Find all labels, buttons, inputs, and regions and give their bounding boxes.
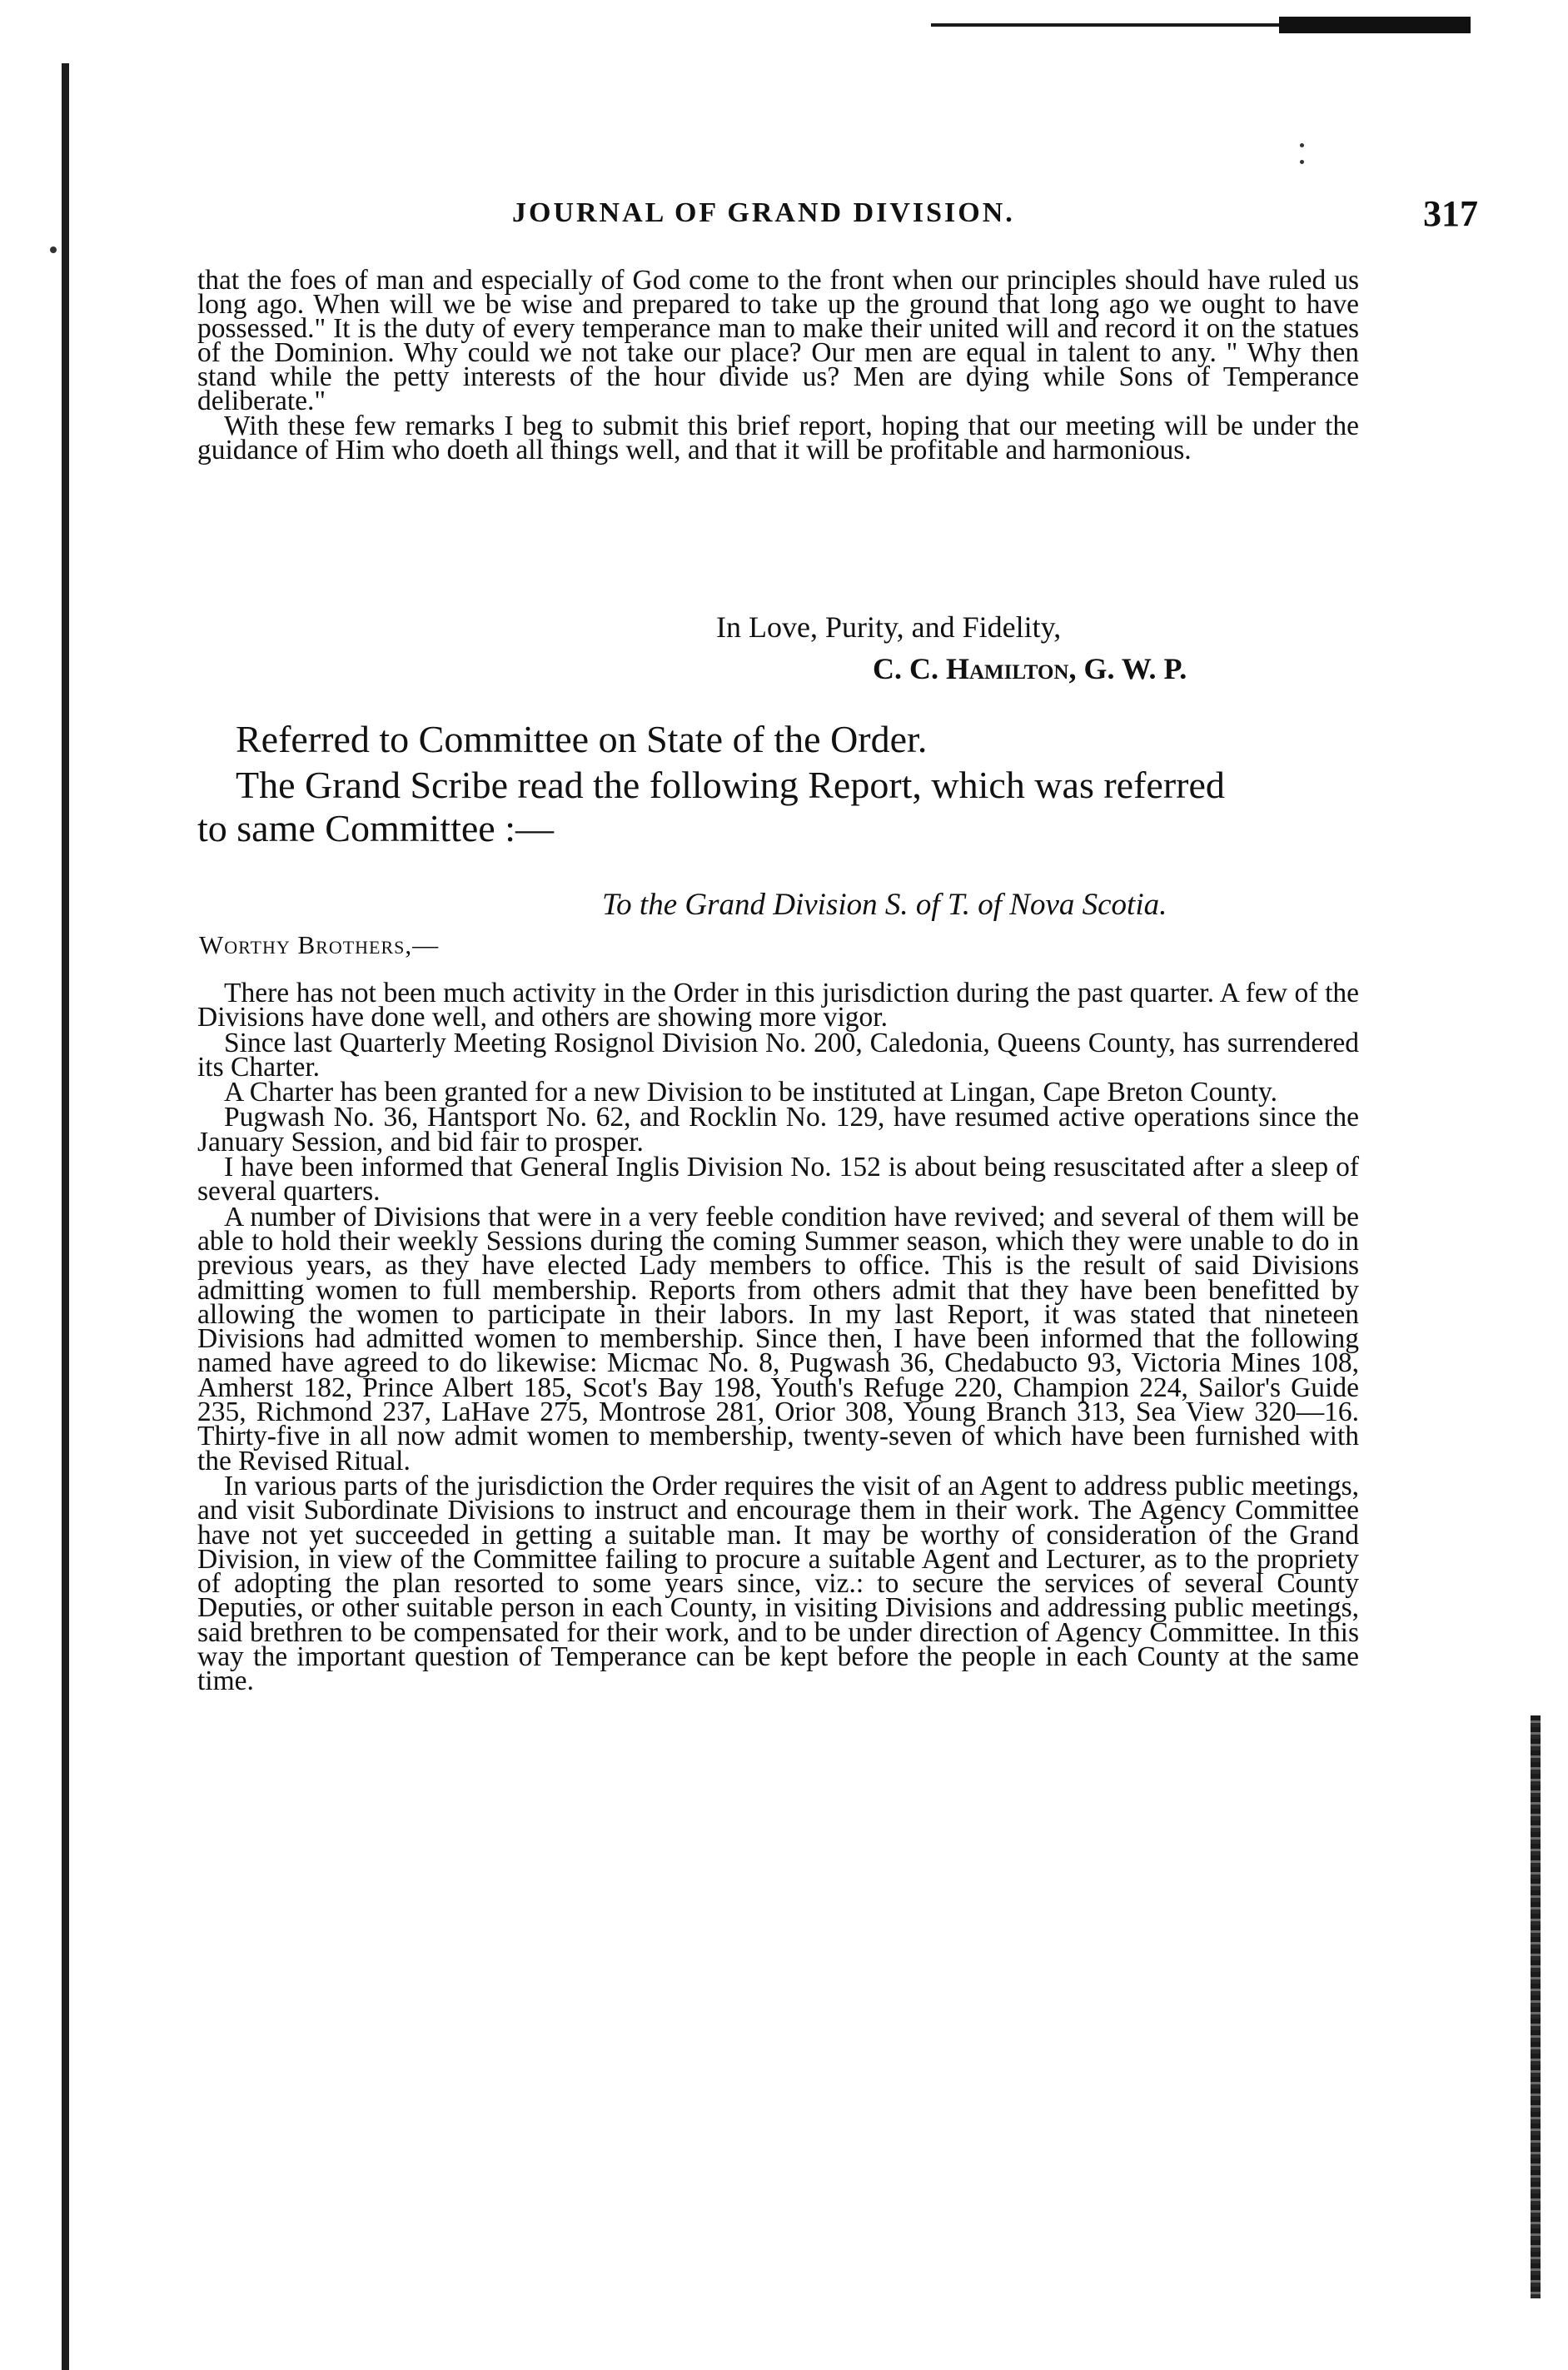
signature-title: , G. W. P. [1068, 652, 1187, 685]
report-paragraph: Since last Quarterly Meeting Rosignol Division No. 200, Caledonia, Queens County, has surrendered its Charter. [197, 1027, 1359, 1083]
report-addressee: To the Grand Division S. of T. of Nova Scotia. [602, 888, 1167, 922]
report-body [197, 978, 1359, 1697]
report-paragraph: A Charter has been granted for a new Division to be instituted at Lingan, Cape Breton County. [224, 1077, 1277, 1108]
scribe-notice [197, 764, 1360, 850]
report-paragraph: Pugwash No. 36, Hantsport No. 62, and Rocklin No. 129, have resumed active operations since the January Session, and bid fair to prosper. [197, 1102, 1359, 1158]
paragraph: With these few remarks I beg to submit this brief report, hoping that our meeting will be under the guidance of Him who doeth all things well, and that it will be profitable and harmonious. [197, 411, 1359, 466]
page-header [512, 192, 1478, 242]
signature-initials: C. C. [873, 652, 938, 685]
top-rule [931, 15, 1471, 33]
scan-left-edge [62, 63, 69, 2370]
paragraph: that the foes of man and especially of God come to the front when our principles should have ruled us long ago. When will we be wise and prepared to take up the ground that long ago we ought to have possessed." It is the duty of every temperance man to make their united will and record it on the statues of the Dominion. Why could we not take our place? Our men are equal in talent to any. " Why then stand while the petty interests of the hour divide us? Men are dying while Sons of Temperance deliberate." [197, 265, 1359, 416]
report-paragraph: In various parts of the jurisdiction the Order requires the visit of an Agent to address public meetings, and visit Subordinate Divisions to instruct and encourage them in their work. The Agency Committee have not yet succeeded in getting a suitable man. It may be worthy of consideration of the Grand Division, in view of the Committee failing to procure a suitable Agent and Lecturer, as to the propriety of adopting the plan resorted to some years since, viz.: to secure the services of several County Deputies, or other suitable person in each County, in visiting Divisions and addressing public meetings, said brethren to be compensated for their work, and to be under direction of Agency Committee. In this way the important question of Temperance can be kept before the people in each County at the same time. [197, 1470, 1359, 1697]
continuation-text [197, 265, 1359, 466]
scan-right-edge [1531, 1715, 1541, 2298]
signature [873, 651, 1187, 686]
report-salutation: Worthy Brothers,— [199, 930, 440, 959]
scribe-notice-line: to same Committee :— [197, 807, 554, 849]
signature-surname: Hamilton [946, 652, 1069, 685]
scan-speck [1300, 143, 1304, 147]
report-paragraph: There has not been much activity in the Order in this jurisdiction during the past quarter. A few of the Divisions have done well, and others are showing more vigor. [197, 978, 1359, 1033]
scribe-notice-line: The Grand Scribe read the following Report, which was referred [236, 764, 1225, 806]
report-paragraph: A number of Divisions that were in a very feeble condition have revived; and several of them will be able to hold their weekly Sessions during the coming Summer season, which they were unable to do in previous years, as they have elected Lady members to office. This is the result of said Divisions admitting women to full membership. Reports from others admit that they have been benefitted by allowing the women to participate in their labors. In my last Report, it was stated that nineteen Divisions had admitted women to membership. Since then, I have been informed that the following named have agreed to do likewise: Micmac No. 8, Pugwash 36, Chedabucto 93, Victoria Mines 108, Amherst 182, Prince Albert 185, Scot's Bay 198, Youth's Refuge 220, Champion 224, Sailor's Guide 235, Richmond 237, LaHave 275, Montrose 281, Orior 308, Young Branch 313, Sea View 320—16. Thirty-five in all now admit women to membership, twenty-seven of which have been furnished with the Revised Ritual. [197, 1201, 1359, 1476]
page-number: 317 [1423, 193, 1478, 234]
referral-notice: Referred to Committee on State of the Order. [236, 718, 928, 760]
report-paragraph: I have been informed that General Inglis Division No. 152 is about being resuscitated after a sleep of several quarters. [197, 1152, 1359, 1207]
closing: In Love, Purity, and Fidelity, [716, 610, 1062, 644]
scan-speck [1300, 160, 1304, 164]
running-head: JOURNAL OF GRAND DIVISION. [512, 197, 1015, 228]
scan-speck [50, 246, 57, 253]
